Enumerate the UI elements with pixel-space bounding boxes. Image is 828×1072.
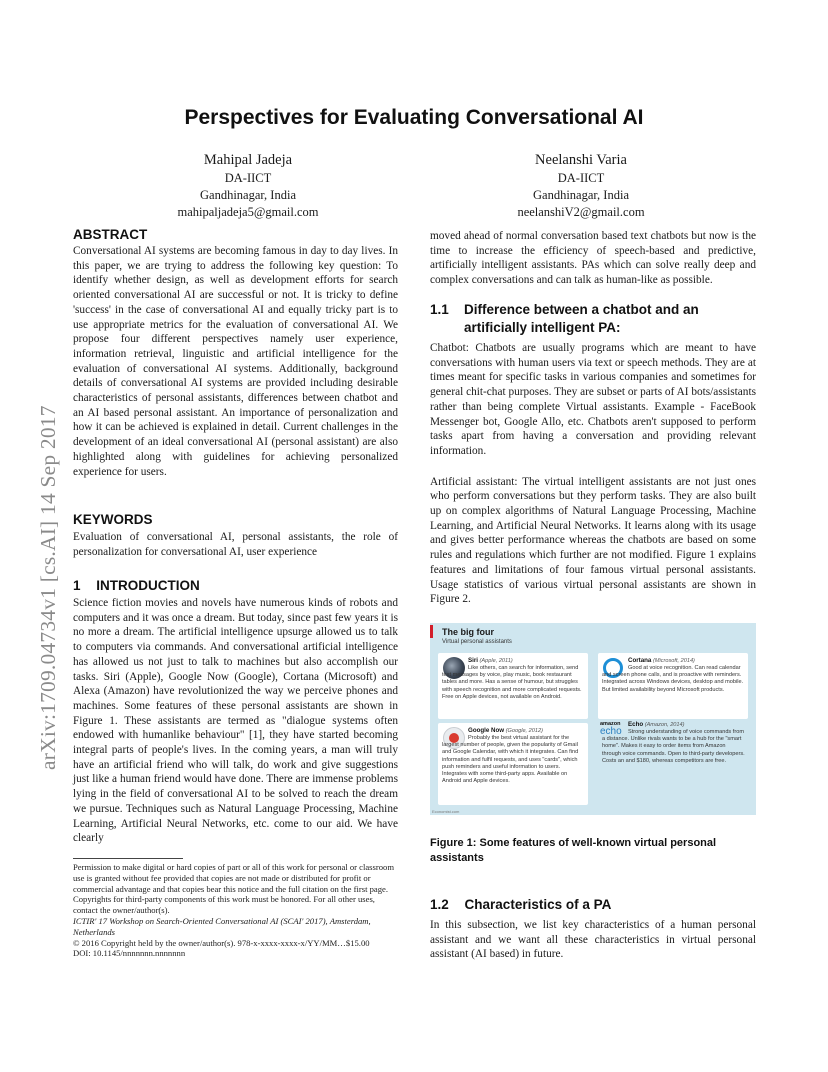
siri-text: Like others, can search for information, send text messages by voice, play music, book restaurant tables and more. Has a sense of humour, but struggles with speech recognition and more complicated requests. Free on Apple devices, not available on Android.	[442, 665, 582, 700]
echo-logo: echo	[600, 726, 622, 737]
venue-note: ICTIR' 17 Workshop on Search-Oriented Conversational AI (SCAI' 2017), Amsterdam, Netherlands	[73, 915, 371, 937]
section-heading-line1: Difference between a chatbot and an	[464, 302, 699, 317]
figure-caption: Figure 1: Some features of well-known virtual personal assistants	[430, 837, 717, 864]
google-now-name: Google Now	[468, 727, 505, 734]
introduction-heading: INTRODUCTION	[96, 578, 200, 593]
card-echo	[598, 719, 748, 787]
section-1-1	[430, 301, 756, 607]
intro-continued: moved ahead of normal conversation based text chatbots but now is the time to increase the efficiency of speech-based and predictive, artificially intelligent assistants. PAs which can solve really deep and complex conversations and can talk as human-like as possible.	[430, 230, 756, 287]
author-location: Gandhinagar, India	[533, 188, 629, 202]
section-heading-line2: artificially intelligent PA:	[464, 320, 621, 335]
abstract-heading: ABSTRACT	[73, 227, 148, 242]
author-affiliation: DA-IICT	[557, 171, 605, 185]
chatbot-paragraph: Chatbot: Chatbots are usually programs which are meant to have conversations with human users via text or speech methods. They are at times meant for specific tasks in various companies and sometimes for general chit-chat purposes. They are subset or parts of AI bots/assistants rather than being complete Virtual assistants. Example - FaceBook Messenger bot, Google Allo, etc. Chatbots aren't supposed to perform tasks apart from having a conversation and providing relevant information.	[430, 342, 756, 457]
author-location: Gandhinagar, India	[200, 188, 296, 202]
keywords-heading: KEYWORDS	[73, 512, 153, 527]
card-siri	[438, 653, 588, 719]
figure-title: The big four	[442, 627, 494, 637]
figure-source: Economist.com	[432, 809, 460, 814]
google-now-text: Probably the best virtual assistant for the largest number of people, given the popularity of Gmail and Google Calendar, with which it integrates. Can find information and fulfil requests, and uses "cards", which push reminders and useful information to users. Integrates with some third-party apps. Available on Android and Apple devices.	[442, 735, 579, 785]
keywords-section	[73, 512, 398, 559]
author-block-2	[446, 150, 716, 221]
author-affiliation: DA-IICT	[224, 171, 272, 185]
assistant-paragraph: Artificial assistant: The virtual intelligent assistants are not just ones who perform conversations but they perform tasks. They are also built up on complex algorithms of Natural Language Processing, Machine Learning, and Artificial Neural Networks. It learns along with its usage and gives better performance whereas the chatbots are based on some rules and regulations which further are not modified. Figure 1 explains features and limitations of four famous virtual personal assistants. Usage statistics of various virtual personal assistants are shown in Figure 2.	[430, 475, 756, 606]
section-number: 1	[73, 578, 81, 593]
section-1-2-text: In this subsection, we list key characteristics of a human personal assistant and we want all these characteristics in virtual personal assistant (AI based) in future.	[430, 919, 756, 961]
keywords-text: Evaluation of conversational AI, personal assistants, the role of personalization for conversational AI, user experience	[73, 531, 398, 558]
echo-name: Echo	[628, 721, 644, 728]
footnote-rule	[73, 858, 183, 859]
echo-text: Strong understanding of voice commands from a distance. Unlike rivals wants to be a hub for the "smart home". Makes it easy to order items from Amazon through voice commands. Open to third-party developers. Costs an and $180, whereas competitors are free.	[602, 729, 745, 764]
section-1-2	[430, 896, 756, 962]
section-number: 1.1	[430, 302, 449, 317]
author-block-1	[113, 150, 383, 221]
introduction-text: Science fiction movies and novels have numerous kinds of robots and computers and it was once a dream. But today, since past few years it is no more a dream. The artificial intelligence upsurge allowed us to talk to computers via commands. And conversational artificial intelligence has allowed us not just to talk to machines but also accomplish our tasks. Siri (Apple), Google Now (Google), Cortana (Microsoft) and Alexa (Amazon) have revolutionized the way we perceive phones and machines. Some features of these personal assistants are shown in Figure 1. These assistants are termed as "dialogue systems often endowed with humanlike behaviour" [1], they have started becoming integral parts of people's lives. In the coming years, a man will truly have an artificial friend who will talk, do work and give suggestions just like a human friend would have done. There are immense problems lying in the field of conversational AI to be solved to reach the dream we pursue. Techniques such as Natural Language Processing, Machine Learning, Artificial Neural Networks, etc. come to our aid. We have clearly	[73, 597, 398, 845]
cortana-name: Cortana	[628, 657, 652, 664]
siri-meta: (Apple, 2011)	[479, 658, 513, 664]
author-name: Mahipal Jadeja	[203, 152, 293, 168]
cortana-meta: (Microsoft, 2014)	[652, 658, 695, 664]
cortana-text: Good at voice recognition. Can read calendar and screen phone calls, and is proactive with reminders. Integrated across Windows devices, desktop and mobile. But limited availability beyond Microsoft products.	[602, 665, 744, 693]
doi-note: DOI: 10.1145/nnnnnnn.nnnnnnn	[73, 948, 186, 959]
section-number: 1.2	[430, 897, 449, 912]
paper-title: Perspectives for Evaluating Conversational AI	[184, 106, 644, 129]
card-cortana	[598, 653, 748, 719]
amazon-logo: amazon	[600, 721, 621, 727]
section-1-2-heading: Characteristics of a PA	[464, 897, 612, 912]
permission-notice: Permission to make digital or hard copies of part or all of this work for personal or classroom use is granted without fee provided that copies are not made or distributed for profit or commercial advantage and that copies bear this notice and the full citation on the first page. Copyrights for third-party components of this work must be honored. For all other uses, contact the owner/author(s).	[73, 862, 394, 916]
author-email[interactable]: mahipaljadeja5@gmail.com	[177, 205, 319, 219]
siri-name: Siri	[468, 657, 478, 664]
abstract-section	[73, 227, 398, 479]
card-google-now	[438, 723, 588, 805]
arxiv-stamp-text: arXiv:1709.04734v1 [cs.AI] 14 Sep 2017	[36, 405, 60, 770]
echo-meta: (Amazon, 2014)	[644, 722, 685, 728]
figure-big-four	[430, 623, 756, 815]
google-now-meta: (Google, 2012)	[505, 728, 543, 734]
footnote-block	[73, 862, 398, 959]
introduction-section	[73, 578, 398, 846]
author-name: Neelanshi Varia	[535, 152, 627, 168]
copyright-note: © 2016 Copyright held by the owner/author(s). 978-x-xxxx-xxxx-x/YY/MM…$15.00	[73, 937, 370, 948]
author-email[interactable]: neelanshiV2@gmail.com	[517, 205, 645, 219]
arxiv-stamp	[6, 300, 66, 770]
abstract-text: Conversational AI systems are becoming famous in day to day lives. In this paper, we are trying to address the following key question: To identify whether design, as well as development efforts for search oriented conversational AI are successful or not. It is tricky to define 'success' in the case of conversational AI and equally tricky part is to use appropriate metrics for the evaluation of conversational AI. We propose four different perspectives namely user experience, information retrieval, linguistic and artificial intelligence for the evaluation of conversational AI systems. Additionally, background details of conversational AI systems are provided including desirable characteristics of personal assistants, differences between chatbot and an AI based personal assistant. An importance of personalization and how it can be achieved is explained in detail. Current challenges in the development of an ideal conversational AI (personal assistant) are also highlighted along with guidelines for achieving personalized experience for users.	[73, 245, 398, 478]
figure-subtitle: Virtual personal assistants	[442, 639, 512, 645]
figure-accent-bar	[430, 625, 433, 638]
